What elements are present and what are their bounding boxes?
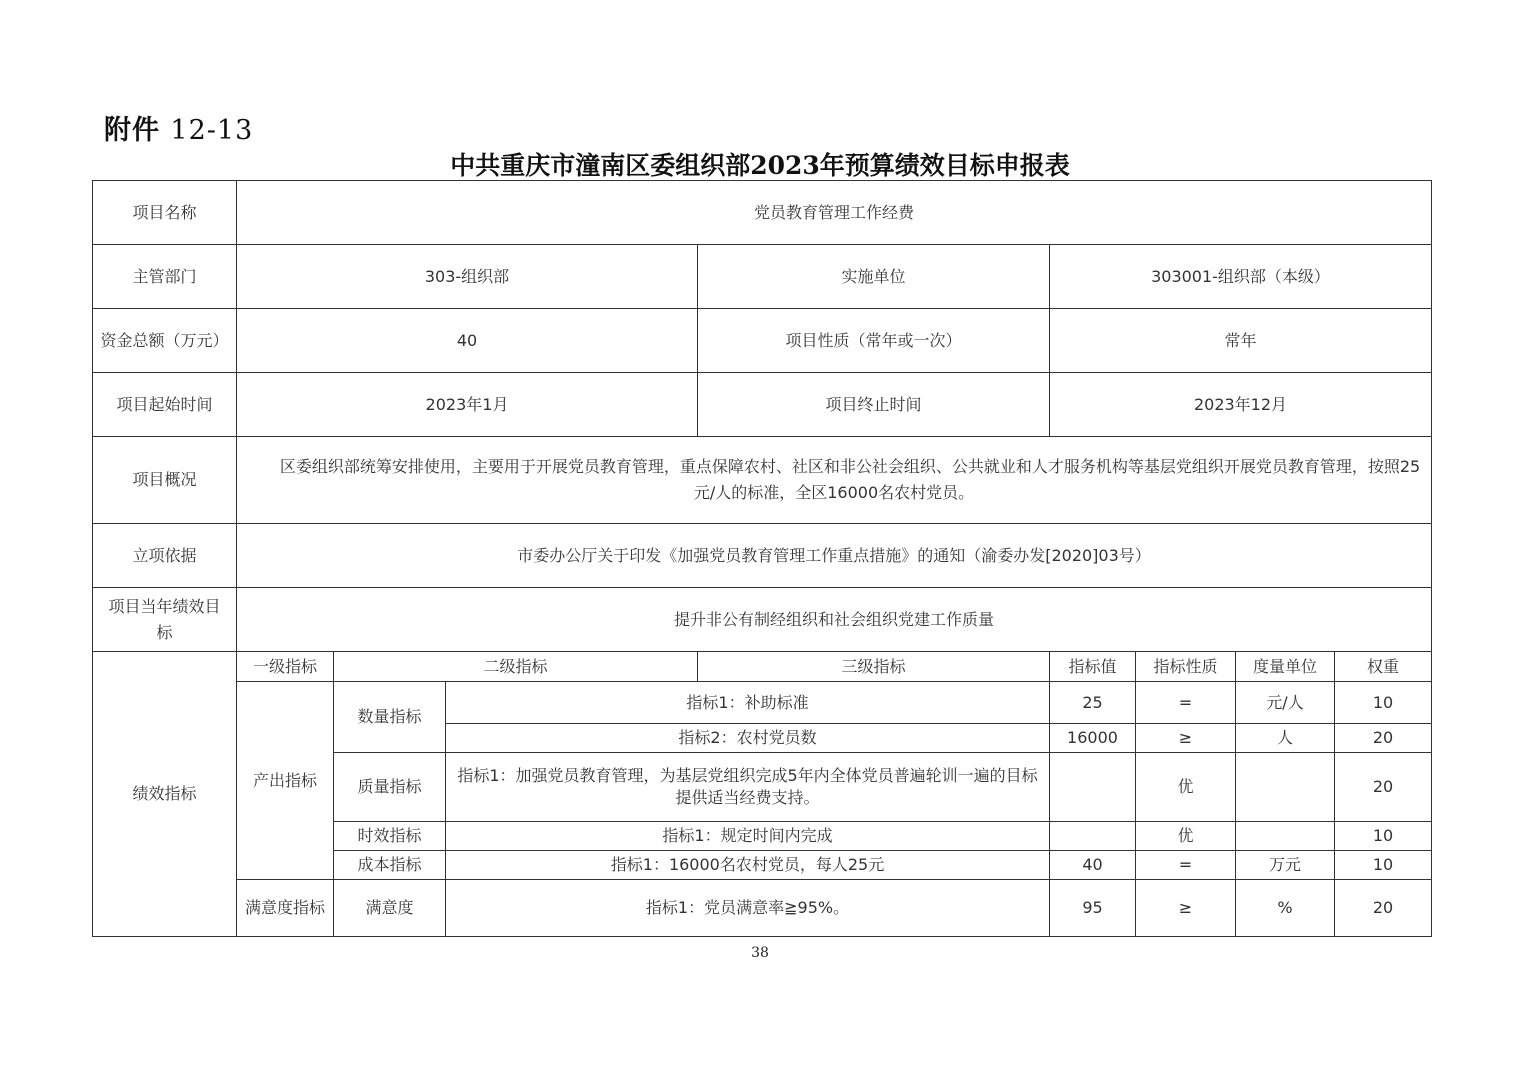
- basis-label: 立项依据: [93, 524, 237, 588]
- value-cell: 95: [1050, 880, 1136, 937]
- level2-cell: 时效指标: [334, 822, 446, 851]
- fund-label: 资金总额（万元）: [93, 309, 237, 373]
- row-goal: [93, 588, 1432, 652]
- table-row: [93, 880, 1432, 937]
- header-weight: 权重: [1335, 652, 1432, 682]
- end-label: 项目终止时间: [698, 373, 1050, 437]
- row-time: [93, 373, 1432, 437]
- unit-cell: [1236, 753, 1335, 822]
- row-fund: [93, 309, 1432, 373]
- level2-cell: 数量指标: [334, 682, 446, 753]
- value-cell: 16000: [1050, 724, 1136, 753]
- project-name-label: 项目名称: [93, 181, 237, 245]
- basis-text: 市委办公厅关于印发《加强党员教育管理工作重点措施》的通知（渝委办发[2020]03号）: [237, 524, 1432, 588]
- nature-cell: 优: [1136, 822, 1236, 851]
- value-cell: [1050, 753, 1136, 822]
- indicator-header-row: [93, 652, 1432, 682]
- budget-table: [92, 180, 1432, 937]
- satisfaction-indicator-label: 满意度指标: [237, 880, 334, 937]
- impl-label: 实施单位: [698, 245, 1050, 309]
- attachment-label: [104, 108, 253, 147]
- nature-cell: ≥: [1136, 880, 1236, 937]
- value-cell: 25: [1050, 682, 1136, 724]
- attachment-number: 12-13: [170, 115, 254, 146]
- indicators-section-label: 绩效指标: [93, 652, 237, 937]
- level3-cell: 指标1：党员满意率≧95%。: [446, 880, 1050, 937]
- weight-cell: 10: [1335, 822, 1432, 851]
- impl-value: 303001-组织部（本级）: [1050, 245, 1432, 309]
- output-indicator-label: 产出指标: [237, 682, 334, 880]
- end-value: 2023年12月: [1050, 373, 1432, 437]
- unit-cell: [1236, 822, 1335, 851]
- level2-cell: 质量指标: [334, 753, 446, 822]
- nature-cell: ≥: [1136, 724, 1236, 753]
- unit-cell: 人: [1236, 724, 1335, 753]
- header-level1: 一级指标: [237, 652, 334, 682]
- row-basis: [93, 524, 1432, 588]
- dept-value: 303-组织部: [237, 245, 698, 309]
- header-value: 指标值: [1050, 652, 1136, 682]
- project-name-value: 党员教育管理工作经费: [237, 181, 1432, 245]
- header-nature: 指标性质: [1136, 652, 1236, 682]
- overview-text: 区委组织部统筹安排使用，主要用于开展党员教育管理，重点保障农村、社区和非公社会组织、公共就业和人才服务机构等基层党组织开展党员教育管理，按照25元/人的标准，全区16000名农村党员。: [279, 457, 1421, 502]
- weight-cell: 10: [1335, 851, 1432, 880]
- weight-cell: 20: [1335, 753, 1432, 822]
- level3-cell: 指标1：补助标准: [446, 682, 1050, 724]
- value-cell: [1050, 822, 1136, 851]
- page-title: 中共重庆市潼南区委组织部2023年预算绩效目标申报表: [450, 151, 1070, 180]
- start-value: 2023年1月: [237, 373, 698, 437]
- level3-cell: 指标2：农村党员数: [446, 724, 1050, 753]
- nature-cell: =: [1136, 851, 1236, 880]
- level3-cell: 指标1：16000名农村党员，每人25元: [446, 851, 1050, 880]
- nature-cell: 优: [1136, 753, 1236, 822]
- unit-cell: 元/人: [1236, 682, 1335, 724]
- dept-label: 主管部门: [93, 245, 237, 309]
- goal-label: 项目当年绩效目标: [93, 588, 237, 652]
- nature-label: 项目性质（常年或一次）: [698, 309, 1050, 373]
- level3-cell: 指标1：加强党员教育管理，为基层党组织完成5年内全体党员普遍轮训一遍的目标提供适当经费支持。: [446, 753, 1050, 822]
- nature-cell: =: [1136, 682, 1236, 724]
- header-level2: 二级指标: [334, 652, 698, 682]
- weight-cell: 20: [1335, 724, 1432, 753]
- start-label: 项目起始时间: [93, 373, 237, 437]
- unit-cell: 万元: [1236, 851, 1335, 880]
- level2-cell: 满意度: [334, 880, 446, 937]
- level2-cell: 成本指标: [334, 851, 446, 880]
- table-row: [93, 682, 1432, 724]
- level3-cell: 指标1：规定时间内完成: [446, 822, 1050, 851]
- nature-value: 常年: [1050, 309, 1432, 373]
- row-project-name: [93, 181, 1432, 245]
- attachment-prefix: 附件: [104, 115, 160, 146]
- header-unit: 度量单位: [1236, 652, 1335, 682]
- row-overview: [93, 437, 1432, 524]
- goal-text: 提升非公有制经组织和社会组织党建工作质量: [237, 588, 1432, 652]
- header-level3: 三级指标: [698, 652, 1050, 682]
- row-dept: [93, 245, 1432, 309]
- unit-cell: %: [1236, 880, 1335, 937]
- fund-value: 40: [237, 309, 698, 373]
- weight-cell: 10: [1335, 682, 1432, 724]
- value-cell: 40: [1050, 851, 1136, 880]
- weight-cell: 20: [1335, 880, 1432, 937]
- page-number: 38: [751, 945, 769, 961]
- overview-label: 项目概况: [93, 437, 237, 524]
